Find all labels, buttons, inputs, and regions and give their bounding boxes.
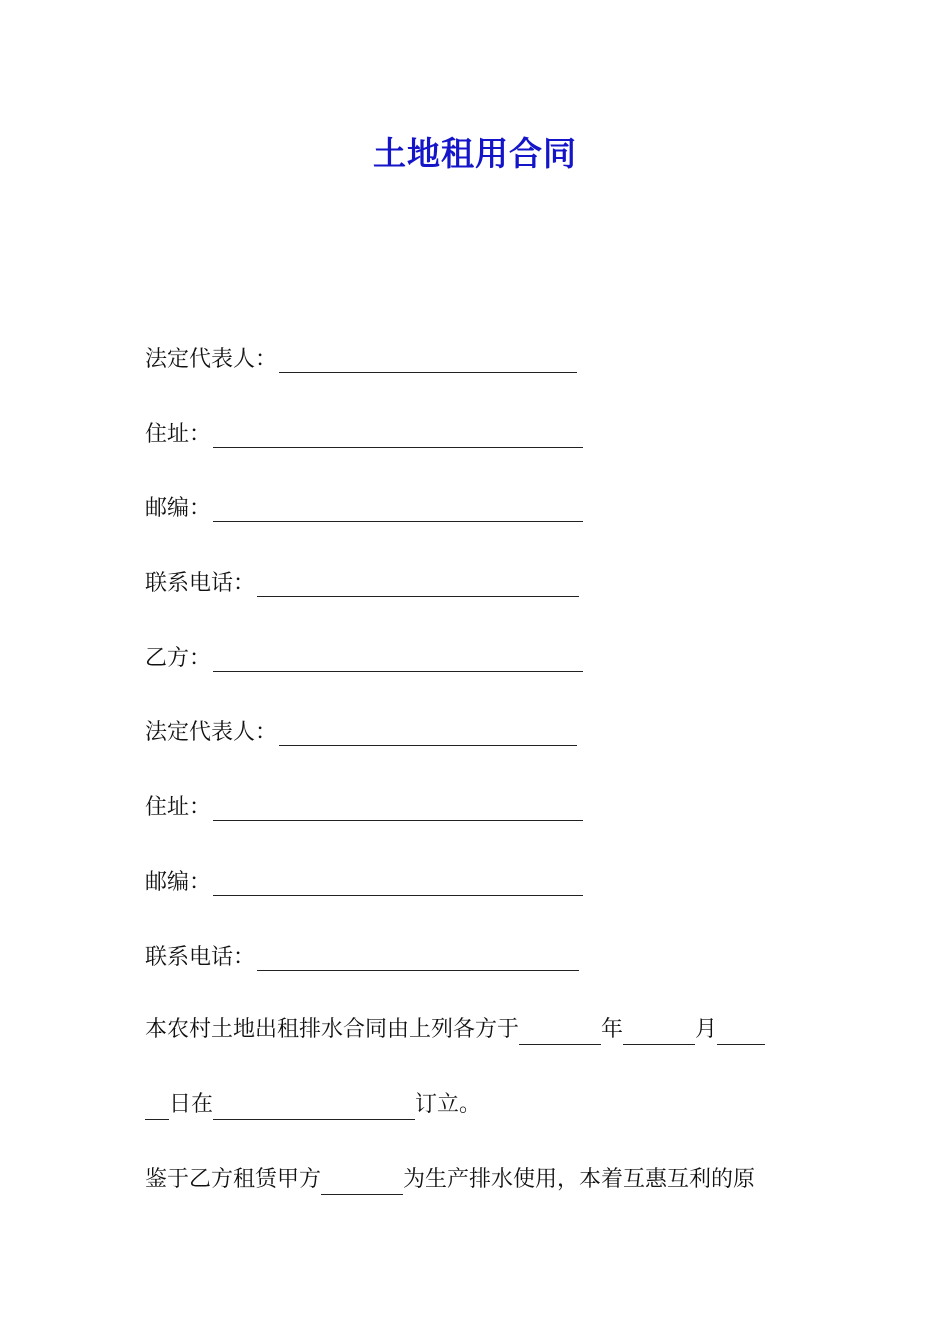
paragraph-text: 本农村土地出租排水合同由上列各方于 bbox=[145, 1017, 520, 1042]
paragraph-end: 订立。 bbox=[415, 1092, 482, 1117]
paragraph-text: 鉴于乙方租赁甲方 bbox=[145, 1167, 322, 1192]
paragraph-2-line-1 bbox=[145, 1165, 755, 1195]
field-label: 住址： bbox=[145, 795, 212, 820]
fill-blank[interactable] bbox=[213, 873, 583, 896]
month-label: 月 bbox=[695, 1017, 718, 1042]
field-address-a bbox=[145, 418, 583, 448]
month-blank[interactable] bbox=[623, 1022, 695, 1045]
field-label: 联系电话： bbox=[145, 571, 256, 596]
fill-blank[interactable] bbox=[213, 425, 583, 448]
fill-blank[interactable] bbox=[279, 723, 577, 746]
field-postcode-b bbox=[145, 866, 583, 896]
paragraph-1-line-1 bbox=[145, 1015, 765, 1045]
field-label: 住址： bbox=[145, 422, 212, 447]
field-legal-rep-a bbox=[145, 343, 577, 373]
day-blank-start[interactable] bbox=[717, 1022, 765, 1045]
place-blank[interactable] bbox=[213, 1097, 415, 1120]
field-label: 邮编： bbox=[145, 870, 212, 895]
day-label: 日在 bbox=[169, 1092, 214, 1117]
fill-blank[interactable] bbox=[213, 499, 583, 522]
fill-blank[interactable] bbox=[213, 798, 583, 821]
field-postcode-a bbox=[145, 492, 583, 522]
field-label: 邮编： bbox=[145, 496, 212, 521]
field-label: 法定代表人： bbox=[145, 720, 278, 745]
field-label: 法定代表人： bbox=[145, 347, 278, 372]
fill-blank[interactable] bbox=[279, 350, 577, 373]
field-label: 联系电话： bbox=[145, 945, 256, 970]
field-legal-rep-b bbox=[145, 716, 577, 746]
field-address-b bbox=[145, 791, 583, 821]
field-party-b bbox=[145, 642, 583, 672]
fill-blank[interactable] bbox=[257, 574, 579, 597]
field-label: 乙方： bbox=[145, 646, 212, 671]
land-blank[interactable] bbox=[321, 1172, 403, 1195]
paragraph-text: 为生产排水使用，本着互惠互利的原 bbox=[403, 1167, 756, 1192]
field-phone-b bbox=[145, 941, 579, 971]
field-phone-a bbox=[145, 567, 579, 597]
document-title: 土地租用合同 bbox=[373, 134, 577, 173]
year-label: 年 bbox=[601, 1017, 624, 1042]
day-blank-end[interactable] bbox=[145, 1097, 169, 1120]
fill-blank[interactable] bbox=[213, 649, 583, 672]
fill-blank[interactable] bbox=[257, 948, 579, 971]
paragraph-1-line-2 bbox=[145, 1090, 481, 1120]
year-blank[interactable] bbox=[519, 1022, 601, 1045]
